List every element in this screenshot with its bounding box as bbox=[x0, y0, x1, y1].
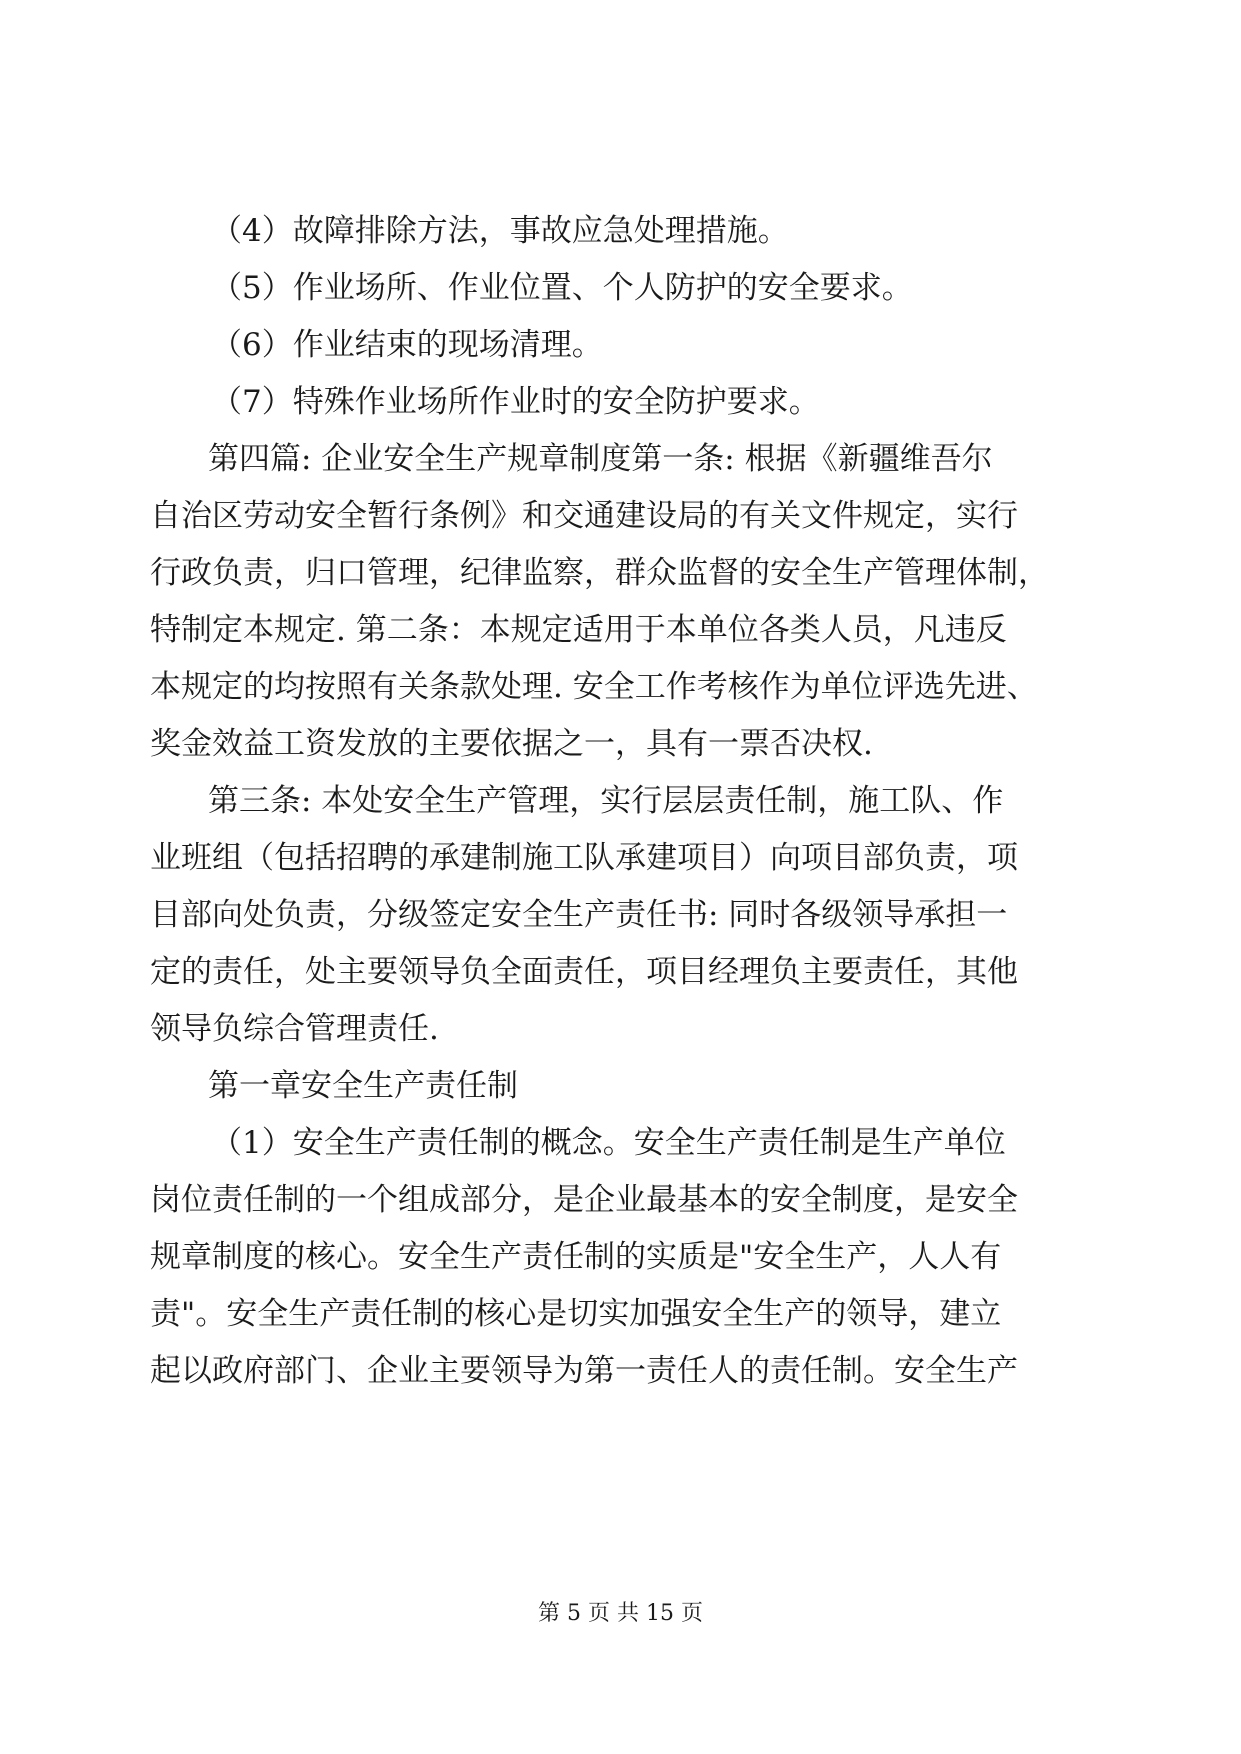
text-line bbox=[0, 206, 1241, 256]
text-line bbox=[0, 491, 1241, 541]
text-line bbox=[0, 1289, 1241, 1339]
line-text: （4）故障排除方法，事故应急处理措施。 bbox=[211, 213, 789, 249]
line-text: （6）作业结束的现场清理。 bbox=[211, 327, 603, 363]
text-line bbox=[0, 605, 1241, 655]
text-line bbox=[0, 377, 1241, 427]
line-text: 第三条: 本处安全生产管理，实行层层责任制，施工队、作 bbox=[208, 783, 1004, 819]
line-text: 第一章安全生产责任制 bbox=[208, 1068, 518, 1104]
line-text: 第四篇: 企业安全生产规章制度第一条: 根据《新疆维吾尔 bbox=[208, 441, 993, 477]
text-line bbox=[0, 1118, 1241, 1168]
text-line bbox=[0, 1346, 1241, 1396]
line-text: 奖金效益工资发放的主要依据之一，具有一票否决权. bbox=[150, 726, 873, 762]
line-text: 自治区劳动安全暂行条例》和交通建设局的有关文件规定，实行 bbox=[150, 498, 1018, 534]
text-line bbox=[0, 320, 1241, 370]
line-text: （5）作业场所、作业位置、个人防护的安全要求。 bbox=[211, 270, 913, 306]
line-text: （1）安全生产责任制的概念。安全生产责任制是生产单位 bbox=[211, 1125, 1006, 1161]
text-line bbox=[0, 1004, 1241, 1054]
text-line bbox=[0, 1232, 1241, 1282]
page-footer bbox=[0, 1599, 1241, 1629]
line-text: （7）特殊作业场所作业时的安全防护要求。 bbox=[211, 384, 820, 420]
line-text: 规章制度的核心。安全生产责任制的实质是"安全生产，人人有 bbox=[150, 1239, 1002, 1275]
text-line bbox=[0, 263, 1241, 313]
line-text: 行政负责，归口管理，纪律监察，群众监督的安全生产管理体制， bbox=[150, 555, 1049, 591]
line-text: 目部向处负责，分级签定安全生产责任书: 同时各级领导承担一 bbox=[150, 897, 1008, 933]
line-text: 特制定本规定. 第二条：本规定适用于本单位各类人员，凡违反 bbox=[150, 612, 1007, 648]
text-line bbox=[0, 434, 1241, 484]
text-line bbox=[0, 548, 1241, 598]
text-line bbox=[0, 890, 1241, 940]
line-text: 领导负综合管理责任. bbox=[150, 1011, 439, 1047]
page-number: 第 5 页 共 15 页 bbox=[538, 1601, 703, 1626]
line-text: 起以政府部门、企业主要领导为第一责任人的责任制。安全生产 bbox=[150, 1353, 1018, 1389]
text-line bbox=[0, 719, 1241, 769]
text-line bbox=[0, 947, 1241, 997]
text-line bbox=[0, 662, 1241, 712]
text-line bbox=[0, 1175, 1241, 1225]
text-line bbox=[0, 833, 1241, 883]
line-text: 定的责任，处主要领导负全面责任，项目经理负主要责任，其他 bbox=[150, 954, 1018, 990]
line-text: 责"。安全生产责任制的核心是切实加强安全生产的领导，建立 bbox=[150, 1296, 1002, 1332]
line-text: 本规定的均按照有关条款处理. 安全工作考核作为单位评选先进、 bbox=[150, 669, 1038, 705]
line-text: 岗位责任制的一个组成部分，是企业最基本的安全制度，是安全 bbox=[150, 1182, 1018, 1218]
text-line bbox=[0, 776, 1241, 826]
section-heading bbox=[0, 1061, 1241, 1111]
line-text: 业班组（包括招聘的承建制施工队承建项目）向项目部负责，项 bbox=[150, 840, 1018, 876]
